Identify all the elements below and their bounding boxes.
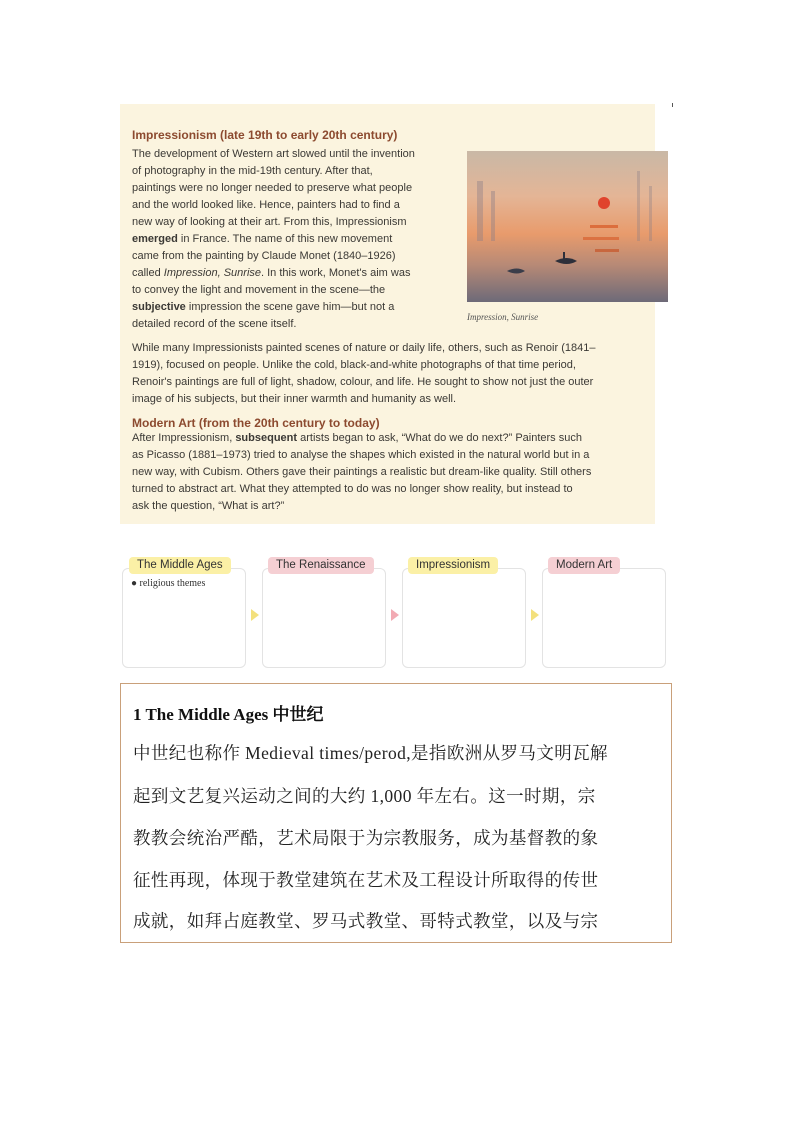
text-segment: Renoir's paintings are full of light, shadow, colour, and life. He sought to show not just the outer: [132, 376, 594, 388]
impressionism-heading: Impressionism (late 19th to early 20th century): [132, 128, 398, 142]
impressionism-paragraph-2: [132, 340, 643, 408]
italic-title: Impression, Sunrise: [163, 267, 262, 279]
notes-line: 起到文艺复兴运动之间的大约 1,000 年左右。这一时期，宗: [133, 786, 596, 806]
painting-caption: Impression, Sunrise: [467, 312, 539, 322]
stage-label-renaissance: The Renaissance: [268, 557, 374, 574]
text-segment: called: [132, 267, 164, 279]
text-segment: in France. The name of this new movement: [177, 233, 393, 245]
stage-box-modern-art: [542, 568, 666, 668]
text-segment: to convey the light and movement in the scene—the: [132, 284, 386, 296]
arrow-icon: [251, 609, 259, 621]
notes-box: [120, 683, 672, 943]
bold-term: subsequent: [235, 432, 298, 444]
notes-line: 征性再现，体现于教堂建筑在艺术及工程设计所取得的传世: [133, 870, 599, 890]
modern-art-heading: Modern Art (from the 20th century to today): [132, 416, 380, 430]
text-line: [132, 481, 643, 498]
text-segment: as Picasso (1881–1973) tried to analyse the shapes which existed in the natural world but in a: [132, 449, 590, 461]
arrow-icon: [531, 609, 539, 621]
notes-line: 中世纪也称作 Medieval times/perod,是指欧洲从罗马文明瓦解: [133, 743, 608, 763]
impressionism-paragraph-1: [132, 146, 457, 333]
text-segment: ask the question, “What is art?”: [132, 500, 285, 512]
notes-line: 教教会统治严酷，艺术局限于为宗教服务，成为基督教的象: [133, 828, 599, 848]
stage-label-impressionism: Impressionism: [408, 557, 498, 574]
text-line: [132, 265, 457, 282]
text-segment: The development of Western art slowed until the invention: [132, 148, 415, 160]
text-line: [132, 197, 457, 214]
text-line: [132, 282, 457, 299]
painting-image: [467, 151, 668, 302]
text-segment: 1919), focused on people. Unlike the cold, black-and-white photographs of that time period,: [132, 359, 576, 371]
text-line: [132, 357, 643, 374]
text-line: [132, 498, 643, 515]
text-segment: turned to abstract art. What they attempted to do was no longer show reality, but instead to: [132, 483, 573, 495]
text-segment: While many Impressionists painted scenes of nature or daily life, others, such as Renoir (1841–: [132, 342, 596, 354]
stage-label-modern-art: Modern Art: [548, 557, 620, 574]
text-segment: impression the scene gave him—but not a: [185, 301, 395, 313]
text-line: [132, 391, 643, 408]
arrow-icon: [391, 609, 399, 621]
text-line: [132, 447, 643, 464]
bold-term: subjective: [132, 301, 186, 313]
text-line: [132, 248, 457, 265]
text-line: [132, 299, 457, 316]
textbook-excerpt: [120, 104, 655, 524]
stage-box-renaissance: [262, 568, 386, 668]
text-segment: image of his subjects, but their inner warmth and humanity as well.: [132, 393, 457, 405]
text-line: [132, 374, 643, 391]
text-segment: of photography in the mid-19th century. After that,: [132, 165, 373, 177]
text-segment: detailed record of the scene itself.: [132, 318, 297, 330]
text-line: [132, 214, 457, 231]
text-segment: new way of looking at their art. From this, Impressionism: [132, 216, 407, 228]
middle-ages-bullet: ● religious themes: [131, 578, 206, 589]
text-segment: paintings were no longer needed to preserve what people: [132, 182, 413, 194]
text-segment: . In this work, Monet's aim was: [261, 267, 411, 279]
text-line: [132, 163, 457, 180]
text-line: [132, 146, 457, 163]
notes-heading: 1 The Middle Ages 中世纪: [133, 705, 324, 724]
modern-art-paragraph: [132, 430, 643, 515]
bold-term: emerged: [132, 233, 178, 245]
stage-box-impressionism: [402, 568, 526, 668]
text-line: [132, 464, 643, 481]
text-line: [132, 231, 457, 248]
notes-line: 成就，如拜占庭教堂、罗马式教堂、哥特式教堂，以及与宗: [133, 911, 599, 931]
stage-label-middle-ages: The Middle Ages: [129, 557, 231, 574]
text-line: [132, 316, 457, 333]
text-segment: came from the painting by Claude Monet (1840–1926): [132, 250, 396, 262]
text-segment: artists began to ask, “What do we do next?” Painters such: [297, 432, 582, 444]
impression-sunrise-painting: [467, 151, 668, 302]
text-line: [132, 180, 457, 197]
text-segment: new way, with Cubism. Others gave their paintings a realistic but dream-like quality. Still others: [132, 466, 592, 478]
text-line: [132, 430, 643, 447]
text-segment: After Impressionism,: [132, 432, 236, 444]
corner-mark: [672, 103, 673, 107]
text-line: [132, 340, 643, 357]
text-segment: and the world looked like. Hence, painters had to find a: [132, 199, 400, 211]
